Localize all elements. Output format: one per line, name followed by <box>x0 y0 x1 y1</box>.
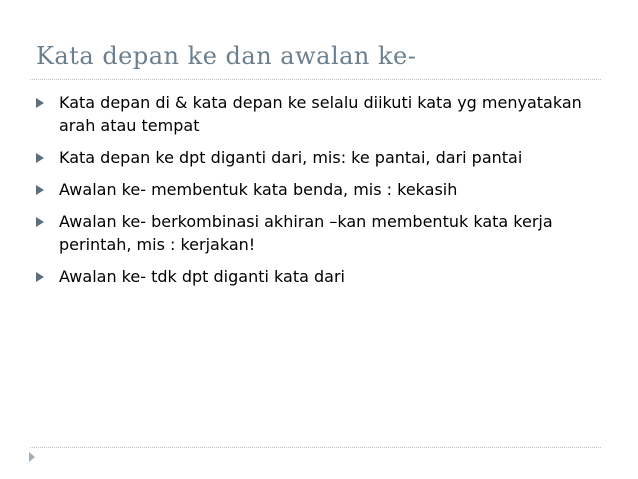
bullet-text: Kata depan ke dpt diganti dari, mis: ke pantai, dari pantai <box>59 148 523 167</box>
bullet-text: Kata depan di & kata depan ke selalu diikuti kata yg menyatakan arah atau tempat <box>59 93 582 135</box>
triangle-bullet-icon <box>36 217 44 227</box>
bullet-item <box>34 146 594 169</box>
slide-title: Kata depan ke dan awalan ke- <box>36 42 417 70</box>
title-divider <box>30 79 601 80</box>
bullet-list <box>34 91 594 297</box>
bullet-text: Awalan ke- berkombinasi akhiran –kan membentuk kata kerja perintah, mis : kerjakan! <box>59 212 553 254</box>
triangle-bullet-icon <box>36 153 44 163</box>
bullet-text: Awalan ke- tdk dpt diganti kata dari <box>59 267 345 286</box>
bullet-item <box>34 178 594 201</box>
triangle-bullet-icon <box>36 185 44 195</box>
triangle-bullet-icon <box>36 98 44 108</box>
bullet-item <box>34 210 594 256</box>
bullet-item <box>34 91 594 137</box>
bullet-text: Awalan ke- membentuk kata benda, mis : kekasih <box>59 180 458 199</box>
triangle-corner-icon <box>29 452 35 462</box>
triangle-bullet-icon <box>36 272 44 282</box>
footer-divider <box>30 447 601 448</box>
bullet-item <box>34 265 594 288</box>
